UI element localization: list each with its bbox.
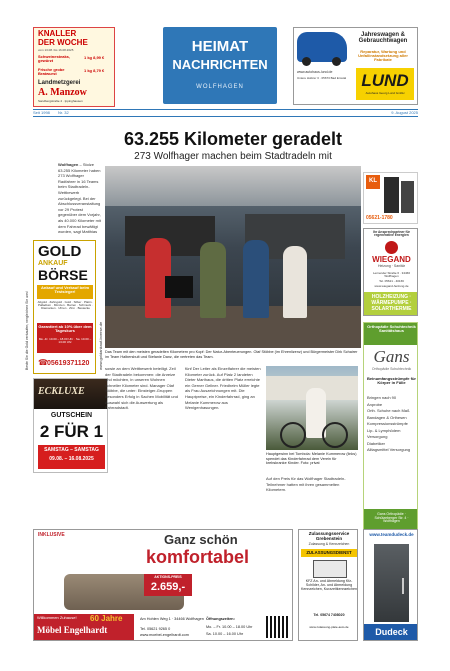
ad-eckeluxe-title: GUTSCHEIN [50,412,93,419]
ad-gans-services [367,395,417,454]
ad-dudeck-door-handle-icon [402,578,404,594]
ad-kl-brand: KL [369,178,377,184]
ad-manzow-valid: vom 13.08. bis 16.08.2025 [38,48,74,52]
ad-manzow-price1: 1 kg 8,99 € [84,55,105,60]
ad-eckeluxe-brand: ECKLUXE [38,386,85,397]
ad-ganz-hours-sa: Sa. 10.00 – 16.00 Uhr [206,632,244,636]
photo2-bike-wheel-icon [322,422,348,448]
ad-lund [293,27,418,105]
ad-lund-address: Untere Holtzer 3 · 05673 Bad Emstal [297,76,347,80]
ad-gans-service: Kompressionsstrümpfe [367,421,408,426]
ad-eckeluxe-offer: 2 FÜR 1 [39,422,104,441]
masthead-date: 9. August 2025 [391,110,418,115]
ad-kl-phone: 05621-1780 [366,215,393,221]
ad-ganz-label: INKLUSIVE [38,532,65,538]
ad-manzow-item1: Schweinesteaks, gewürzt [38,54,71,64]
photo-person [200,242,226,318]
article-main-photo [105,166,361,348]
photo-person [243,240,269,318]
ad-zulassung [298,529,358,641]
ad-lund-web: www.autohaus-lund.de [297,70,333,74]
ad-gold-items: Altgold · Zahngold · Gold · Silber · Platin · Palladium · Münzen · Barren · Schmuck · Diamanten · Uhren · Zinn · Bestecke [37,300,94,311]
ad-wiegand-web: www.wiegand-heizung.de [374,284,409,288]
ad-wiegand-brand-sub: Heizung · Sanitär [377,264,406,268]
ad-ganz-hours-label: Öffnungszeiten: [206,617,235,621]
article-caption-main [105,350,361,364]
ad-zulassung-web: www.zulassung-plate-auto.de [309,625,349,629]
ad-gans [363,322,418,540]
photo-bag [165,276,193,298]
ad-gans-service: Versorgung [367,434,388,439]
article-col3-text: fünf Der Leiter als Einzelfahrer die meisten Kilometer zurück. Auf Platz 2 landeten Dieter Marthaus, die dritten Platz erreichte ein Gerner Gellner. Friedhelm Müller legte als Frau Auszeichnungen mit. Die Hauptpreise, ein Kinderfahrrad, ging an Melanie Kummerow aus Wenigenhasungen. [185,366,261,411]
ad-zulassung-sub: Zulassung & Kennzeichen [308,542,350,546]
ad-wiegand-bottom-box [364,292,418,316]
ad-gans-service: Lip- & Lymphödem [367,427,401,433]
ad-ganz-anniv: 60 Jahre [90,614,123,623]
photo-person [283,246,307,318]
masthead-title-line2: NACHRICHTEN [172,57,268,72]
ad-gold-guarantee-box [37,323,93,353]
ad-eckeluxe-photo [34,379,108,409]
ad-gold-side-note [24,242,33,372]
ad-ganz-footer [34,614,134,641]
ad-gans-service: Bringen nach 90 [367,395,397,400]
ad-gold-line1: GOLD [38,243,82,260]
ad-manzow-headline1: KNALLER [38,29,77,38]
ad-eckeluxe-valid: SAMSTAG – SAMSTAG [44,447,99,453]
ad-gans-address: Gans Orthopädie · Schützeberger Str. 4 · Wolfhagen [374,512,409,524]
article-caption-second [266,452,358,474]
ad-gans-service: Bandagen & Orthesen [367,414,407,420]
photo2-bike-wheel-icon [280,422,306,448]
ad-wiegand-brand: WIEGAND [372,255,411,264]
ad-manzow [33,27,115,107]
ad-zulassung-banner-box [301,549,357,557]
ad-kl [363,172,418,224]
article-col1-lead: Wolfhagen [58,162,79,167]
ad-manzow-item2: Frische grobe Bratwurst [38,67,65,77]
masthead-rule [33,109,418,117]
ad-manzow-price2: 1 kg 8,79 € [84,68,105,73]
ad-gold-phone-icon: ☎ [38,358,48,367]
ad-zulassung-services: KFZ An- und Abmeldung Kfz-Schilder, An- und Abmeldung Kennzeichen, Kurzzeitkennzeichen [301,579,357,591]
masthead-title-line1: HEIMAT [191,38,249,55]
ad-gans-header: Orthopädie Schuhtechnik Sanitätshaus [367,324,416,334]
ad-ganz-promo: AKTIONS-PREIS [154,575,182,579]
article-headline: 63.255 Kilometer geradelt [123,129,343,149]
ad-gans-service: Orth. Schuhe nach Maß [367,408,410,413]
ad-gans-header-box [364,323,418,345]
ad-gold [33,240,96,374]
masthead-issue: Nr. 32 [58,110,69,115]
ad-gold-tag: Ankauf und Verkauf beim Testsieger! [40,285,89,295]
ad-ganz-price: 2.659,- [150,581,186,593]
ad-ganz-qr-icon [266,616,288,638]
ad-ganz-address: Am Hohlen Weg 1 · 34466 Wolfhagen [140,617,204,621]
ad-lund-sub: Reparatur, Wartung und Unfallinstandsetzung aller Fabrikate [358,49,408,63]
ad-wiegand-bottom: HOLZHEIZUNG · WÄRMEPUMPE · SOLARTHERMIE [371,294,412,312]
ad-lund-brand: LUND [361,71,409,90]
ad-wiegand-tagline: Ihr Ansprechpartner für regenerative Energien [373,230,410,238]
article-col2 [105,366,181,530]
masthead-logo [163,27,277,104]
ad-ganz-hours-wd: Mo. – Fr. 10.00 – 18.00 Uhr [206,625,253,629]
ad-dudeck [363,529,418,641]
article-col2-text: sowie an dem Wettbewerb beteiligt. Zeil der Stadtradeln bekommen: die Anreize und möchten, in unseren Wohnen schneller Kilometer sind. Manager Olaf Stöbbe, die unter: Einsteiger-Gruppen besonders Erfolg in Sachen Mobilität und Auswahl sich die Auswertung als Fahrradstadt. [105,366,178,411]
article-col3 [185,366,261,530]
ad-gold-side-text: Beste Sie die Gold verkaufen, vergleichen Sie uns! [25,291,29,370]
ad-zulassung-phone: Tel. 05674 7408020 [313,613,345,617]
ad-gold-guarantee: Garantiert ab 10% über dem Tageskurs [38,324,92,334]
ad-ganz-brand: Möbel Engelhardt [37,625,108,635]
ad-eckeluxe [33,378,108,473]
article-caption-main-text: Das Team mit den meisten geradelten Kilometern pro Kopf: Der Natur-Abenteuerungen. Olaf Stöbbe (im Ehrenlizenz) und Bürgermeister Dirk Schairer im Team Halbersbult und Stefanie Danz, die vertreten das Team. [105,350,358,359]
ad-manzow-brand: A. Manzow [38,87,87,98]
ad-gans-banner: Beinumfangsstrümpfe für Körper in Fülle [367,376,416,386]
ad-dudeck-brand: Dudeck [375,627,408,637]
ad-ganz-highlight: komfortabel [146,547,250,567]
masthead-since: Seit 1998 [33,110,50,115]
ad-gold-line3: BÖRSE [38,267,88,283]
article-caption-second-text: Hauptgewinn bei Tombola: Melanie Kummerow (links) spendet das Kinderfahrrad dem Verein für krebskranke Kinder. Foto: privat [266,452,357,466]
ad-ganz-web: www.moebel-engelhardt.com [140,633,189,637]
ad-manzow-brand-pre: Landmetzgerei [38,80,81,86]
article-subheadline: 273 Wolfhager machen beim Stadtradeln mit [134,151,332,162]
ad-gans-brand-sub: Orthopädie Schuhtechnik [371,367,412,371]
ad-gold-tag-box [37,285,93,299]
article-col4 [266,476,358,530]
ad-ganz-title: Ganz schön [164,532,238,547]
ad-zulassung-plate-icon [313,560,347,578]
ad-lund-headline: Jahreswagen & Gebrauchtwagen [358,32,408,45]
photo-stage [105,306,361,348]
ad-gold-web: www.goldankauf-boerse.de [98,321,103,370]
ad-manzow-headline2: DER WOCHE [38,38,88,47]
ad-wiegand [363,228,418,316]
article-second-photo [266,366,358,450]
ad-gans-service: Anprobe [367,401,383,407]
ad-gold-phone: 05619371120 [47,360,90,367]
ad-gold-line2: ANKAUF [38,260,68,267]
ad-ganz-price-box [144,574,192,596]
ad-ganz-schoen [33,529,293,641]
ad-lund-brand-box [356,68,414,100]
ad-eckeluxe-valid-box [38,445,105,469]
ad-manzow-address: Sandbergstraße 4 · Ippinghausen [38,99,83,103]
ad-wiegand-address: Lernender Straße 6 · 34466 Wolfhagen [372,271,411,279]
ad-kl-logo [366,175,380,189]
ad-lund-car-wheel-icon [332,57,341,66]
ad-gans-service: Alltagsmittel Versorgung [367,447,411,452]
masthead-edition: WOLFHAGEN [196,84,244,90]
article-col1-text: – Stolze 63.255 Kilometer haben 273 Wolfhager Radfahrer in 16 Teams beim Stadtradeln-Wettbewerb zurückgelegt. Bei der Abschlussveranstaltung vor 29 Protest gegenüber dem Vorjahr, als 40.000 Kilometer mit dem Fahrrad bewältigt wurden, sagt Matthias [58,162,101,235]
ad-eckeluxe-dates: 09.08. – 16.08.2025 [49,456,94,462]
ad-kl-product-image [401,181,414,213]
ad-wiegand-phone: Tel. 05621 - 40166 [379,279,404,283]
ad-zulassung-title: Zulassungsservice Grebenstein [308,531,350,541]
ad-gold-hours: Mo.-Fr. 10.00 – 18.00 Uhr · Sa. 10.00 – 13.00 Uhr [38,337,92,345]
photo-tent [105,166,361,206]
ad-lund-car-wheel-icon [302,57,311,66]
article-col1 [58,162,102,236]
ad-gans-brand: Gans [373,347,410,366]
ad-ganz-welcome: Willkommen Zuhause! [37,615,77,620]
ad-zulassung-banner: ZULASSUNGSDIENST [306,550,352,555]
ad-wiegand-logo-icon [385,241,398,254]
ad-dudeck-brand-box [364,624,418,641]
article-col4-text: Auf den Preis für das Wolfhager Stadtradeln-Teilnehmer hatten mit ihren gesammelten Kilometern. [266,476,346,493]
ad-gans-service: Diabetiker [367,440,386,446]
ad-dudeck-web: www.teamdudeck.de [369,532,414,537]
ad-lund-brand-sub: Autohaus Georg Lund GmbH [365,91,405,95]
ad-kl-product-image [384,177,399,213]
ad-ganz-phone: Tel. 05621 9265 0 [140,627,171,631]
